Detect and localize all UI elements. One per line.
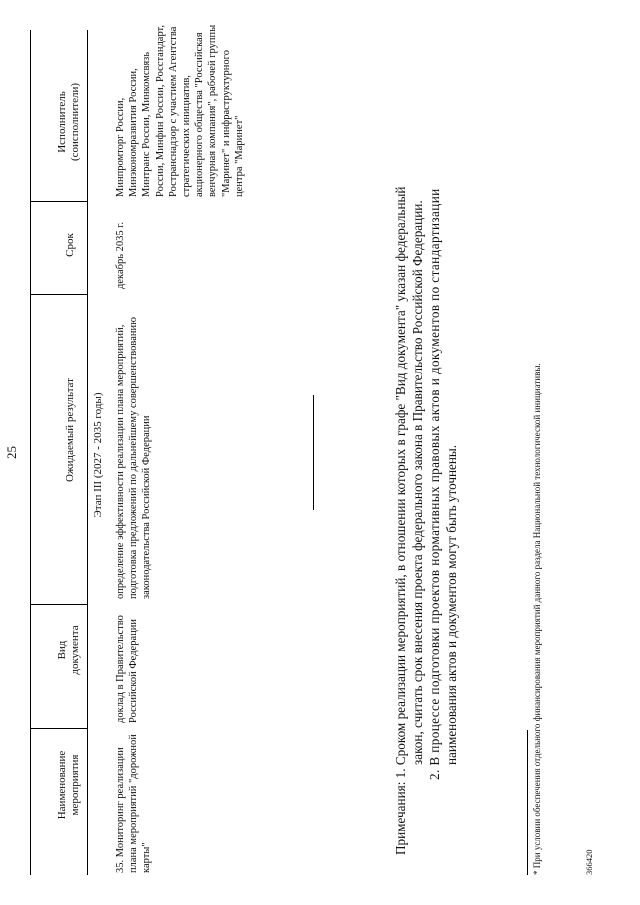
notes-label: Примечания: xyxy=(393,781,408,855)
row-executor: Минпромторг России, Минэкономразвития России, Минтранс России, Минкомсвязь России, Минфин России, Росстандарт, Ространснадзор с участием Агентства стратегических инициатив, акционерного общества "Российская венчурная компания", рабочей группы "Маринет" и инфраструктурного центра "Маринет" xyxy=(115,24,245,197)
header-deadline: Срок xyxy=(64,233,76,257)
note-1 xyxy=(392,5,409,855)
note-2-line-2: наименования актов и документов могут быть уточнены. xyxy=(444,444,459,765)
header-result: Ожидаемый результат xyxy=(64,378,76,482)
separator-line xyxy=(313,395,314,510)
table-header-bottom-rule xyxy=(87,30,88,875)
footnote-rule xyxy=(527,730,528,875)
header-name: Наименование мероприятия xyxy=(56,750,81,820)
column-divider xyxy=(30,604,88,605)
note-1-line-1: 1. Сроком реализации мероприятий, в отношении которых в графе "Вид документа" указан федеральный xyxy=(393,186,408,779)
row-name: 35. Мониторинг реализации плана мероприятий "дорожной карты" xyxy=(115,734,153,873)
header-executor: Исполнитель (соисполнители) xyxy=(56,82,81,162)
column-divider xyxy=(30,294,88,295)
note-1-line-2: закон, считать срок внесения проекта федерального закона в Правительство Российской Федерации. xyxy=(410,200,425,765)
column-divider xyxy=(30,201,88,202)
column-divider xyxy=(30,728,88,729)
row-result: определение эффективности реализации плана мероприятий, подготовка предложений по дальнейшему совершенствованию законодательства Российской Федерации xyxy=(115,317,153,599)
document-code: 366420 xyxy=(584,849,594,875)
page-number: 25 xyxy=(4,446,19,459)
header-doc-type: Вид документа xyxy=(56,625,81,675)
note-2-line-1: 2. В процессе подготовки проектов нормативных правовых актов и документов по стандартизации xyxy=(427,188,442,780)
stage-title: Этап III (2027 - 2035 годы) xyxy=(92,392,104,518)
row-deadline: декабрь 2035 г. xyxy=(115,222,126,289)
row-doc-type: доклад в Правительство Российской Федерации xyxy=(115,615,140,723)
table-top-rule xyxy=(30,30,31,875)
footnote: * При условии обеспечения отдельного финансирования мероприятий данного раздела Национальной технологической инициативы. xyxy=(532,363,542,875)
